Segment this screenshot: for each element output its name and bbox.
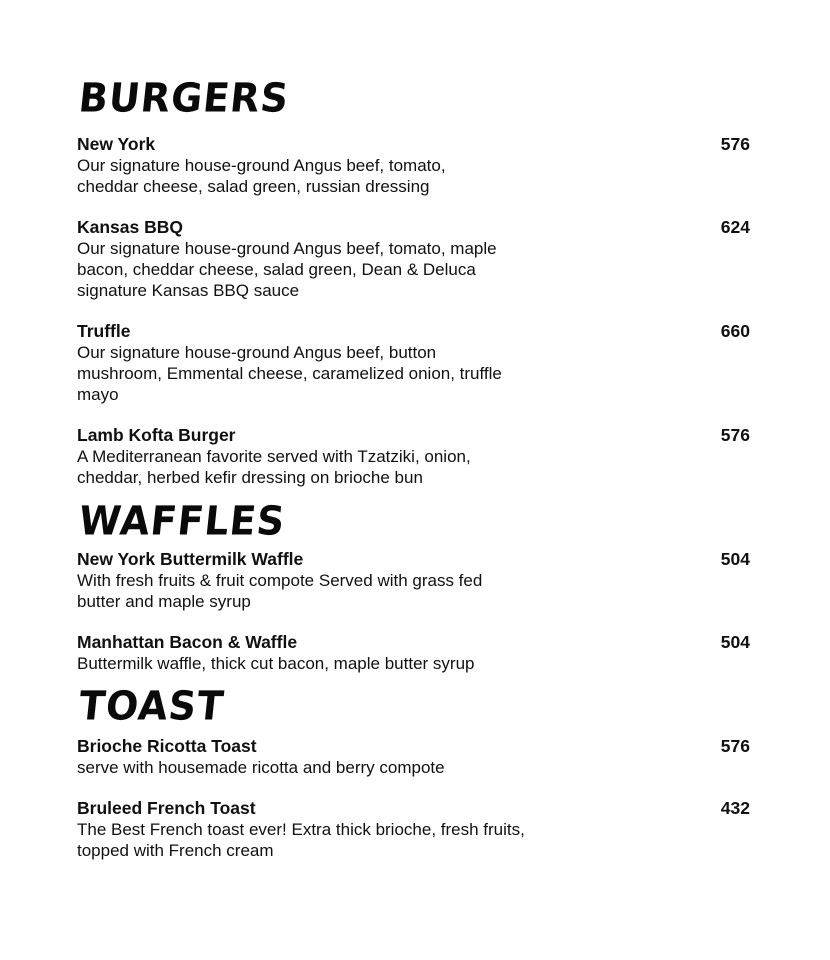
section-title-waffles: WAFFLES [76, 497, 288, 545]
item-name: Truffle [77, 321, 131, 341]
item-description: serve with housemade ricotta and berry compote [77, 758, 445, 777]
item-price: 576 [720, 134, 750, 154]
item-name: New York Buttermilk Waffle [77, 549, 304, 569]
menu-item [77, 425, 757, 488]
item-description: A Mediterranean favorite served with Tzatziki, onion, cheddar, herbed kefir dressing on brioche bun [77, 447, 471, 487]
item-name: Lamb Kofta Burger [77, 425, 236, 445]
item-price: 432 [720, 798, 750, 818]
menu-item [77, 321, 757, 405]
item-price: 504 [720, 632, 750, 652]
item-description: The Best French toast ever! Extra thick brioche, fresh fruits, topped with French cream [77, 820, 525, 860]
section-title-burgers: BURGERS [76, 74, 292, 122]
item-name: New York [77, 134, 156, 154]
item-price: 504 [720, 549, 750, 569]
item-description: Our signature house-ground Angus beef, tomato, maple bacon, cheddar cheese, salad green, Dean & Deluca signature Kansas BBQ sauce [77, 239, 497, 300]
item-price: 576 [720, 736, 750, 756]
item-description: Our signature house-ground Angus beef, tomato, cheddar cheese, salad green, russian dressing [77, 156, 446, 196]
item-price: 576 [720, 425, 750, 445]
menu-item [77, 549, 757, 612]
item-description: Our signature house-ground Angus beef, button mushroom, Emmental cheese, caramelized onion, truffle mayo [77, 343, 502, 404]
menu-item [77, 632, 757, 674]
item-price: 660 [720, 321, 750, 341]
item-name: Kansas BBQ [77, 217, 184, 237]
menu-item [77, 798, 757, 861]
menu-item [77, 217, 757, 301]
menu-item [77, 736, 757, 778]
item-name: Manhattan Bacon & Waffle [77, 632, 298, 652]
item-name: Brioche Ricotta Toast [77, 736, 257, 756]
item-price: 624 [720, 217, 750, 237]
item-description: With fresh fruits & fruit compote Served with grass fed butter and maple syrup [77, 571, 483, 611]
item-description: Buttermilk waffle, thick cut bacon, maple butter syrup [77, 654, 475, 673]
section-title-toast: TOAST [76, 682, 227, 730]
menu-item [77, 134, 757, 197]
item-name: Bruleed French Toast [77, 798, 256, 818]
